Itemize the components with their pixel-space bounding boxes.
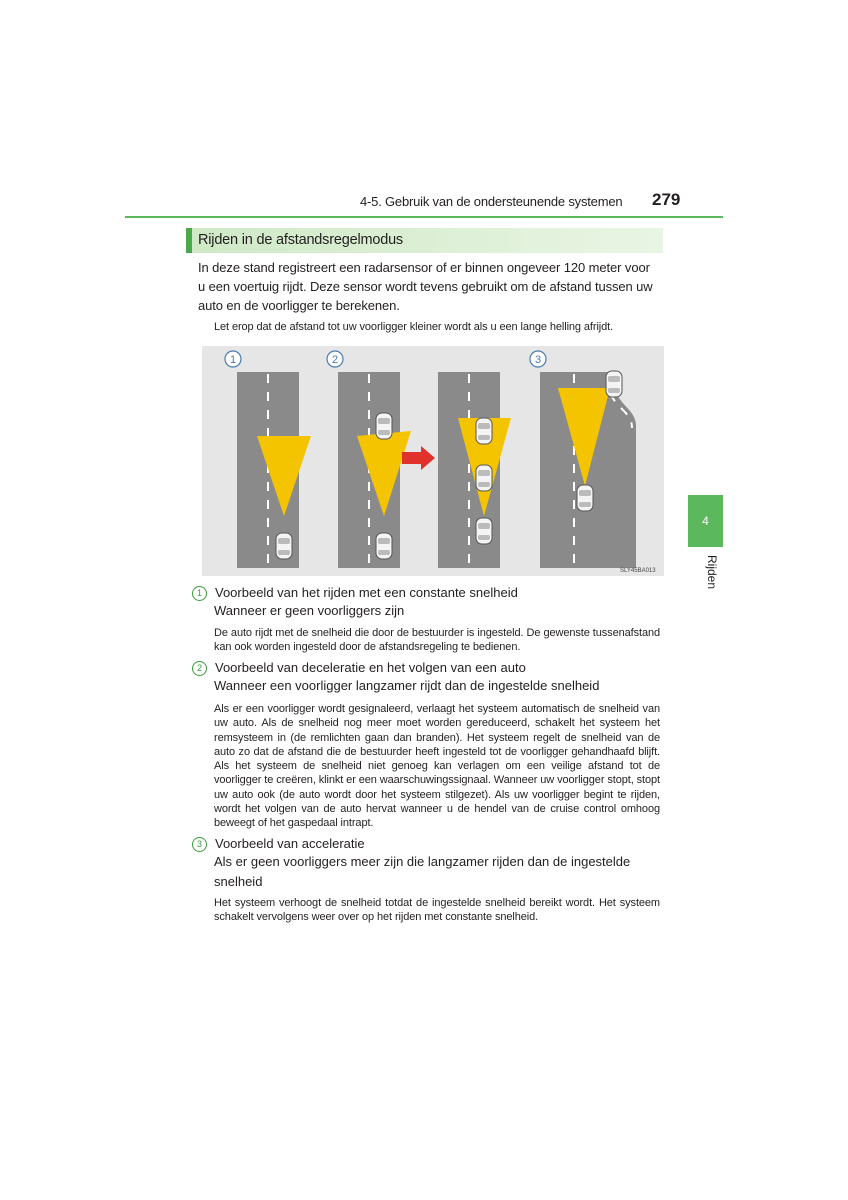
page-number: 279 <box>652 190 681 209</box>
section-title: Rijden in de afstandsregelmodus <box>198 232 403 248</box>
figure-code: SLY45BA013 <box>620 568 656 574</box>
item-2-body: Als er een voorligger wordt gesignaleerd, verlaagt het systeem automatisch de snelheid van uw auto. Als de snelheid nog meer moet worden gereduceerd, schakelt het systeem het remsysteem in (de remlichten gaan dan branden). Het systeem regelt de snelheid van de auto zo dat de afstand die de bestuurder heeft ingesteld tot de voorligger gehandhaafd blijft. Als het systeem de snelheid niet genoeg kan verlagen om een veilige afstand tot de voorligger te creëren, klinkt er een waarschuwingssignaal. Wanneer uw voorligger stopt, stopt uw auto ook (de auto wordt door het systeem stilgezet). Als uw voorligger begint te rijden, wordt het volgen van de auto hervat wanneer u de hendel van de cruise control omhoog beweegt of het gaspedaal intrapt. <box>214 703 660 830</box>
panel-number-2: 2 <box>331 354 339 366</box>
item-3-title: Voorbeeld van acceleratie <box>215 836 365 851</box>
lead-car-2b <box>476 418 492 444</box>
radar-diagram <box>202 346 664 576</box>
panel-1 <box>225 351 311 568</box>
own-car-2 <box>376 533 392 559</box>
intro-paragraph: In deze stand registreert een radarsensor of er binnen ongeveer 120 meter voor u een voertuig rijdt. Deze sensor wordt tevens gebruikt om de afstand tussen uw auto en de voorligger te berekenen. <box>198 260 653 313</box>
chapter-label: Rijden <box>705 555 719 590</box>
item-2-subtitle: Wanneer een voorligger langzamer rijdt dan de ingestelde snelheid <box>214 678 600 693</box>
own-car-1 <box>276 533 292 559</box>
item-1-body: De auto rijdt met de snelheid die door de bestuurder is ingesteld. De gewenste tussenafstand kan ook worden ingesteld door de afstandsregeling te bedienen. <box>214 627 660 654</box>
own-car-3 <box>577 485 593 511</box>
panel-number-1: 1 <box>229 354 237 366</box>
panel-3 <box>530 351 636 568</box>
radar-illustration <box>202 346 664 576</box>
item-number-1: 1 <box>192 586 207 601</box>
slope-note: Let erop dat de afstand tot uw voorligger kleiner wordt als u een lange helling afrijdt. <box>214 321 614 333</box>
lead-car-2 <box>376 413 392 439</box>
item-1-heading <box>192 583 518 602</box>
item-3-body: Het systeem verhoogt de snelheid totdat de ingestelde snelheid bereikt wordt. Het systeem schakelt vervolgens weer over op het rijden met constante snelheid. <box>214 897 660 924</box>
header-divider <box>125 216 723 218</box>
chapter-tab: 4 <box>688 495 723 547</box>
item-3-subtitle: Als er geen voorliggers meer zijn die langzamer rijden dan de ingestelde snelheid <box>214 854 631 889</box>
item-2-title: Voorbeeld van deceleratie en het volgen van een auto <box>215 660 526 675</box>
panel-2 <box>327 351 411 568</box>
section-heading-accent <box>186 228 192 253</box>
item-3-heading <box>192 834 365 853</box>
panel-number-3: 3 <box>534 354 542 366</box>
item-1-title: Voorbeeld van het rijden met een constante snelheid <box>215 585 518 600</box>
item-number-3: 3 <box>192 837 207 852</box>
item-number-2: 2 <box>192 661 207 676</box>
own-car-2b <box>476 465 492 491</box>
item-2-heading <box>192 658 526 677</box>
trailing-car-2b <box>476 518 492 544</box>
item-1-subtitle: Wanneer er geen voorliggers zijn <box>214 603 405 618</box>
section-heading-bar <box>186 228 663 253</box>
running-header: 4-5. Gebruik van de ondersteunende systemen <box>360 194 623 209</box>
departing-car-3 <box>606 371 622 397</box>
